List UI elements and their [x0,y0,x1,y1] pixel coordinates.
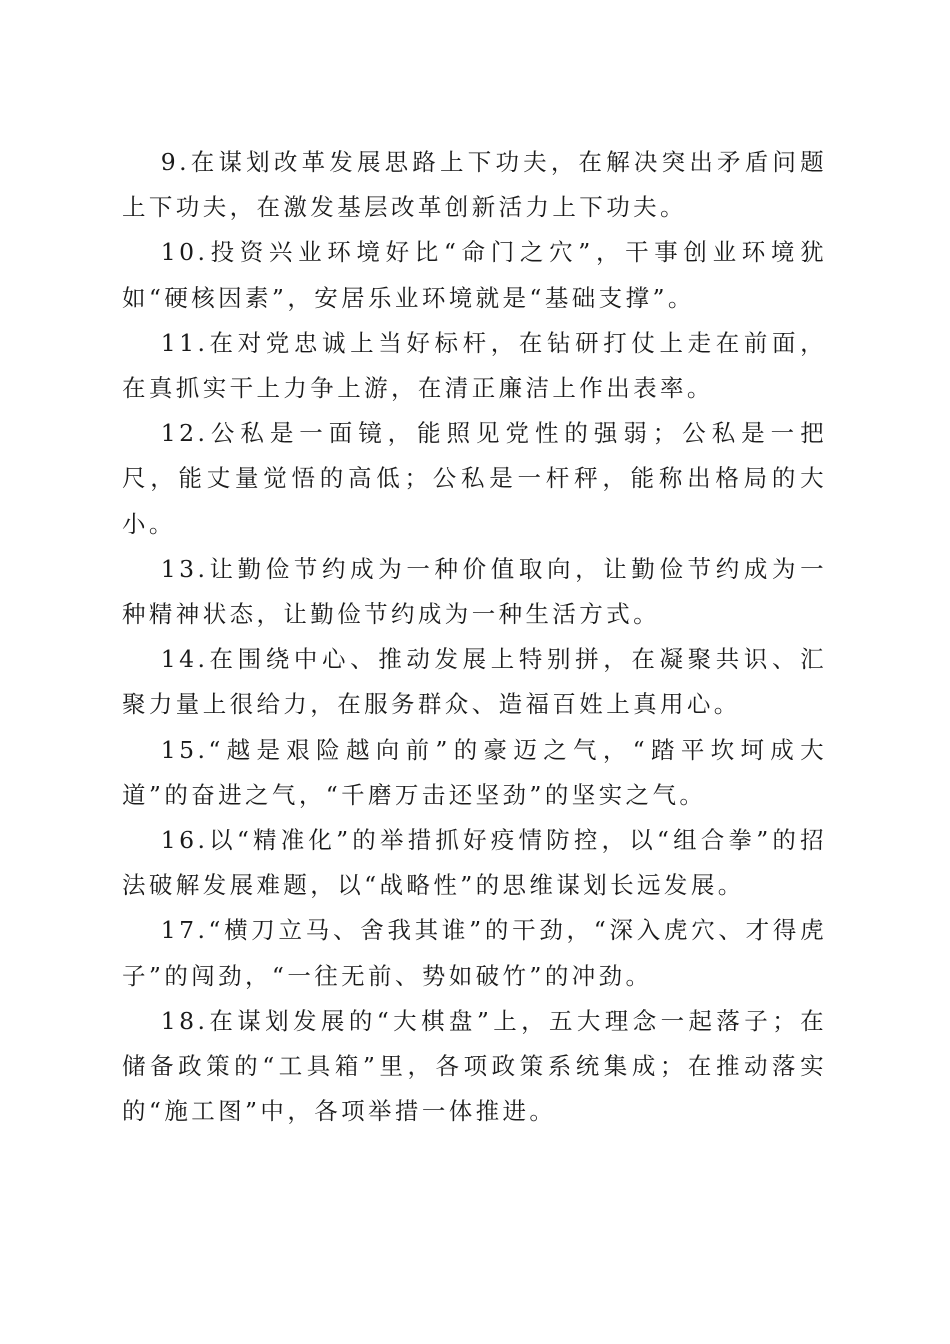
paragraph-9: 9.在谋划改革发展思路上下功夫，在解决突出矛盾问题上下功夫，在激发基层改革创新活力上下功夫。 [122,148,827,222]
paragraph-13: 13.让勤俭节约成为一种价值取向，让勤俭节约成为一种精神状态，让勤俭节约成为一种生活方式。 [122,554,827,629]
paragraph-18: 18.在谋划发展的“大棋盘”上，五大理念一起落子；在储备政策的“工具箱”里，各项政策系统集成；在推动落实的“施工图”中，各项举措一体推进。 [122,1006,827,1126]
paragraph-17: 17.“横刀立马、舍我其谁”的干劲，“深入虎穴、才得虎子”的闯劲，“一往无前、势如破竹”的冲劲。 [122,916,827,990]
paragraph-10: 10.投资兴业环境好比“命门之穴”，干事创业环境犹如“硬核因素”，安居乐业环境就是“基础支撑”。 [122,238,827,312]
paragraph-16: 16.以“精准化”的举措抓好疫情防控，以“组合拳”的招法破解发展难题，以“战略性”的思维谋划长远发展。 [122,826,827,900]
paragraph-11: 11.在对党忠诚上当好标杆，在钻研打仗上走在前面，在真抓实干上力争上游，在清正廉洁上作出表率。 [122,328,827,403]
paragraph-15: 15.“越是艰险越向前”的豪迈之气，“踏平坎坷成大道”的奋进之气，“千磨万击还坚劲”的坚实之气。 [122,735,827,809]
paragraph-12: 12.公私是一面镜，能照见党性的强弱；公私是一把尺，能丈量觉悟的高低；公私是一杆秤，能称出格局的大小。 [122,419,827,538]
paragraph-14: 14.在围绕中心、推动发展上特别拼，在凝聚共识、汇聚力量上很给力，在服务群众、造福百姓上真用心。 [122,645,827,719]
document-body [122,140,827,1134]
